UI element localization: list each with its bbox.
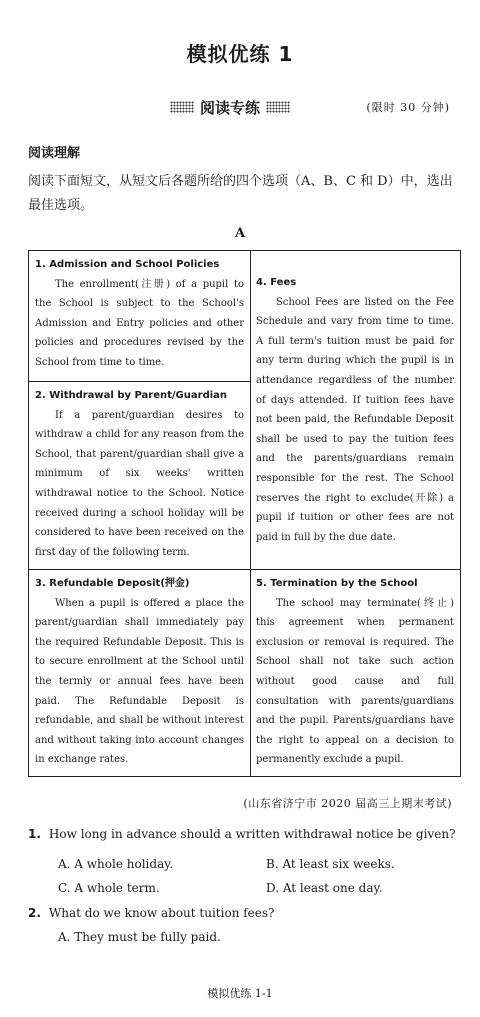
cell-body: The enrollment(注册) of a pupil to the School is subject to the School's Admission and Entry policies and other policies and procedures revised by the School from time to time. bbox=[35, 278, 244, 368]
question-text: What do we know about tuition fees? bbox=[48, 906, 275, 920]
option-1c[interactable]: C. A whole term. bbox=[58, 881, 160, 895]
cell-body: If a parent/guardian desires to withdraw a child for any reason from the School, that parent/guardian shall give a minimum of six weeks' written withdrawal notice to the School. Notice received during a school holiday will be considered to have been received on the first day of the following term. bbox=[35, 409, 244, 558]
subheading: 阅读理解 bbox=[28, 146, 81, 161]
source-citation: (山东省济宁市 2020 届高三上期末考试) bbox=[243, 797, 452, 810]
section-label: 阅读专练 bbox=[200, 98, 261, 117]
table-cell-fees bbox=[250, 251, 460, 569]
passage-table bbox=[28, 250, 461, 777]
option-1a[interactable]: A. A whole holiday. bbox=[58, 857, 174, 871]
cell-heading: 5. Termination by the School bbox=[256, 578, 418, 589]
cell-heading: 4. Fees bbox=[256, 277, 297, 288]
dot-pattern-left bbox=[170, 101, 194, 113]
table-cell-deposit bbox=[29, 569, 250, 777]
section-header bbox=[170, 96, 290, 118]
page-title: 模拟优练 1 bbox=[186, 42, 294, 66]
cell-heading: 3. Refundable Deposit(押金) bbox=[35, 578, 190, 589]
table-cell-admission bbox=[29, 251, 250, 381]
cell-heading: 1. Admission and School Policies bbox=[35, 259, 220, 270]
option-1d[interactable]: D. At least one day. bbox=[266, 881, 383, 895]
page-footer: 模拟优练 1-1 bbox=[207, 987, 273, 1000]
option-1b[interactable]: B. At least six weeks. bbox=[266, 857, 395, 871]
table-cell-termination bbox=[250, 569, 460, 777]
option-2a[interactable]: A. They must be fully paid. bbox=[58, 930, 221, 944]
question-text: How long in advance should a written withdrawal notice be given? bbox=[48, 827, 456, 841]
question-number: 2. bbox=[28, 906, 41, 920]
cell-body: When a pupil is offered a place the parent/guardian shall immediately pay the required Refundable Deposit. This is to secure enrollment at the School until the termly or annual fees have been paid. The Refundable Deposit is refundable, and shall be without interest and without taking into account changes in exchange rates. bbox=[35, 597, 244, 766]
question-2 bbox=[28, 906, 274, 920]
table-cell-withdrawal bbox=[29, 381, 250, 569]
question-1 bbox=[28, 827, 456, 841]
question-number: 1. bbox=[28, 827, 41, 841]
cell-body: The school may terminate(终止) this agreement when permanent exclusion or removal is required. The School shall not take such action without good cause and full consultation with parents/guardians and the pupil. Parents/guardians have the right to appeal on a decision to permanently exclude a pupil. bbox=[256, 597, 454, 766]
dot-pattern-right bbox=[266, 101, 290, 113]
cell-heading: 2. Withdrawal by Parent/Guardian bbox=[35, 390, 228, 401]
instruction-text: 阅读下面短文，从短文后各题所给的四个选项（A、B、C 和 D）中，选出最佳选项。 bbox=[28, 174, 453, 213]
cell-body: School Fees are listed on the Fee Schedule and vary from time to time. A full term's tuition must be paid for any term during which the pupil is in attendance regardless of the number of days attended. If tuition fees have not been paid, the Refundable Deposit shall be used to pay the tuition fees and the parents/guardians remain responsible for the rest. The School reserves the right to exclude(开除) a pupil if tuition or other fees are not paid in full by the due date. bbox=[256, 296, 454, 543]
passage-letter: A bbox=[234, 226, 246, 241]
time-limit: (限时 30 分钟) bbox=[366, 101, 450, 114]
